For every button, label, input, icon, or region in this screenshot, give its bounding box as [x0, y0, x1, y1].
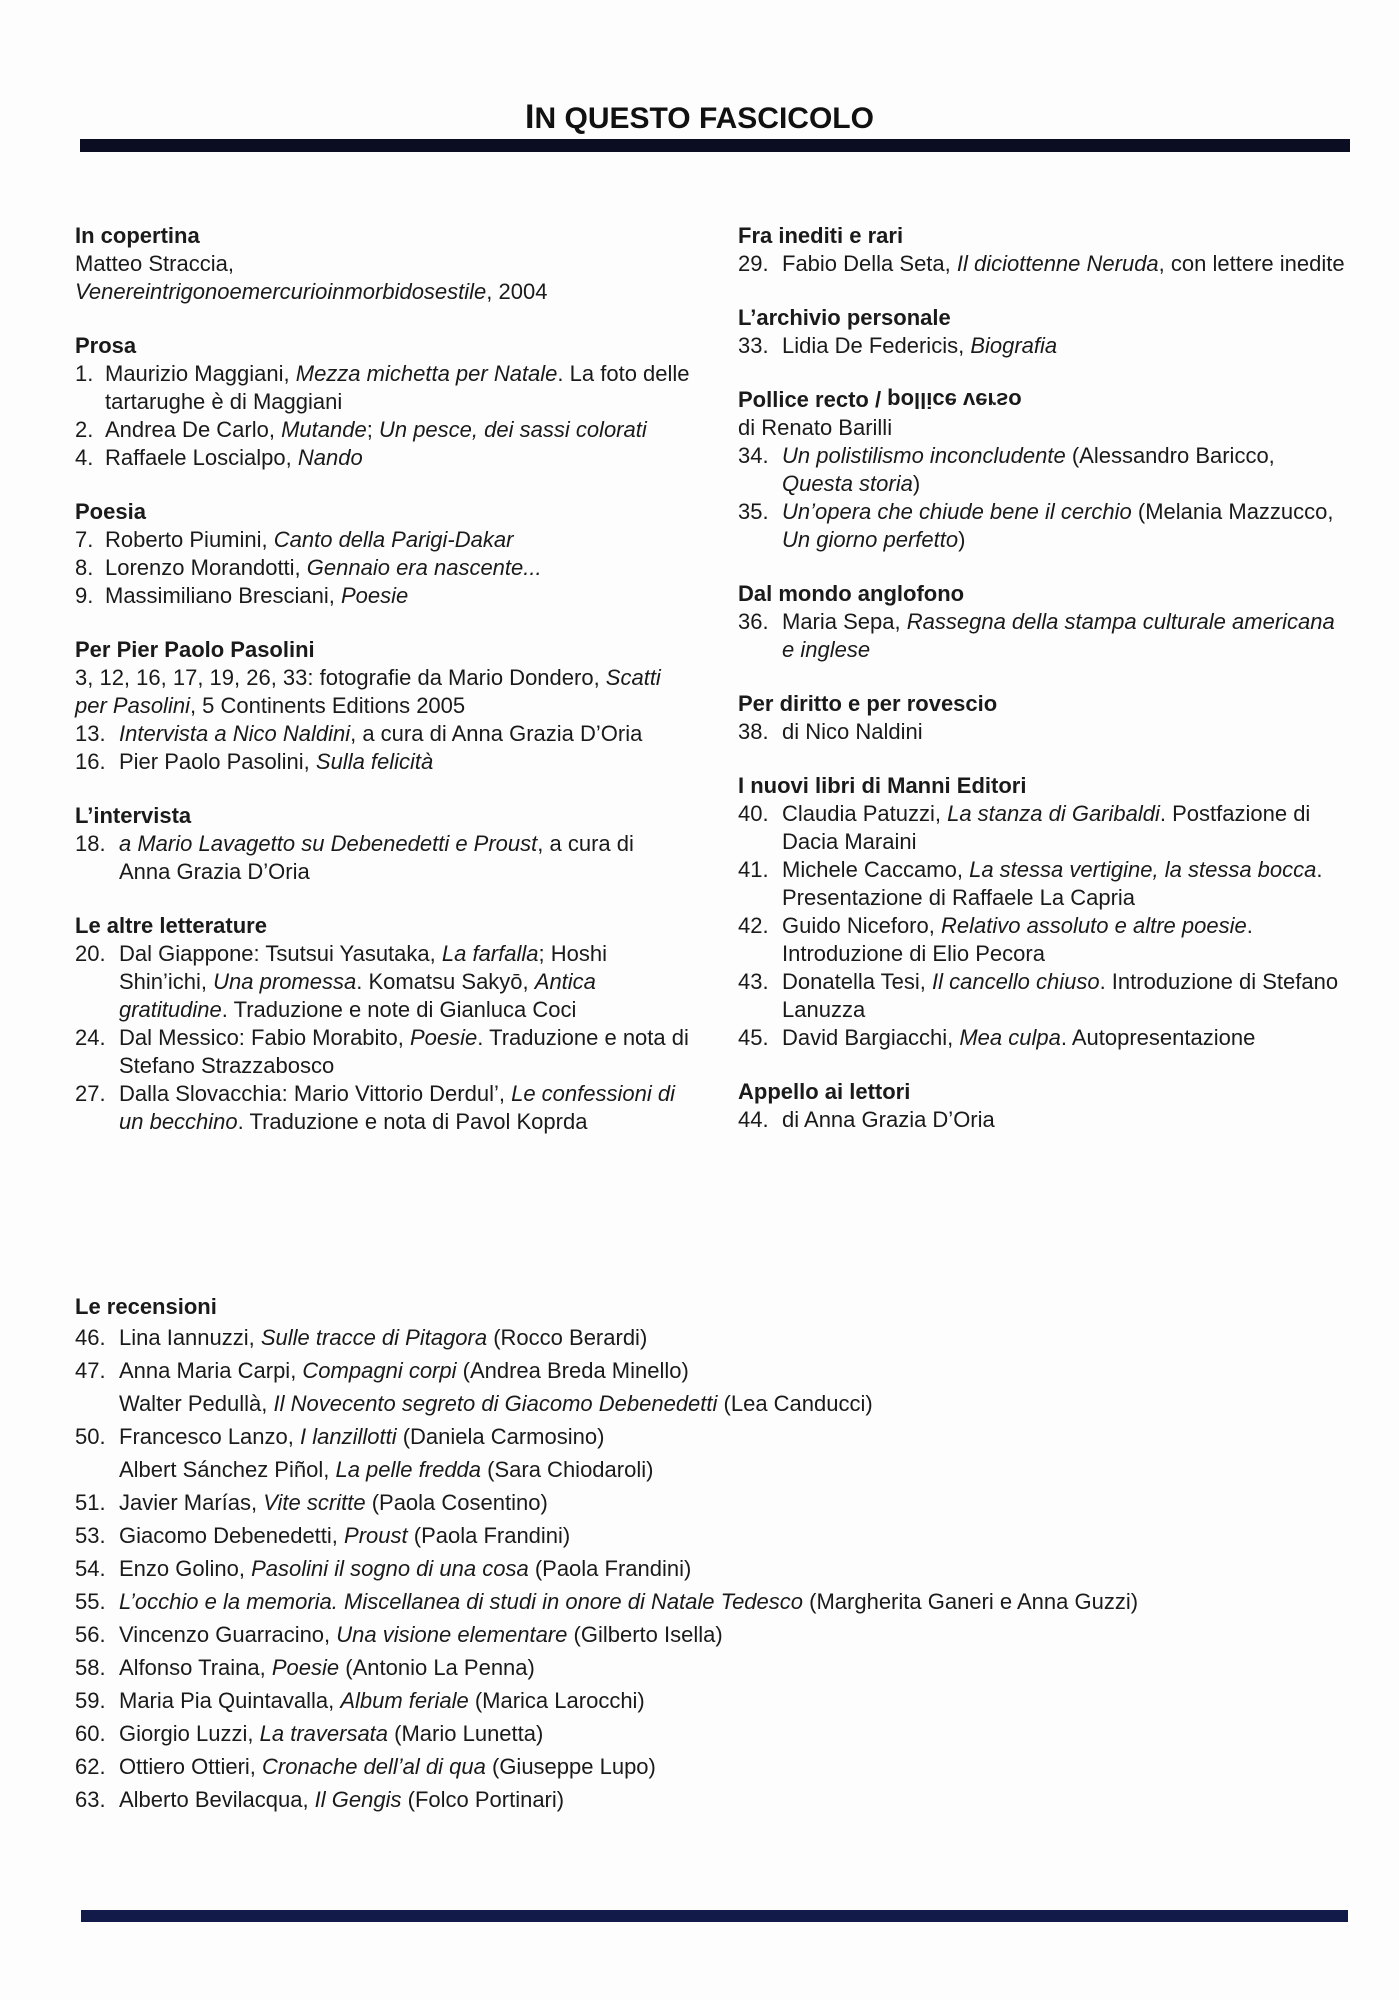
page-number: 63.: [75, 1787, 106, 1812]
page-number: 4.: [75, 445, 94, 470]
toc-section: [738, 222, 1350, 278]
page-title-rest: N QUESTO FASCICOLO: [534, 102, 874, 135]
entry-text: Intervista a Nico Naldini, a cura di Anna Grazia D’Oria: [119, 721, 643, 746]
toc-entry: [75, 1717, 1365, 1750]
page-number: 24.: [75, 1025, 106, 1050]
section-title: Fra inediti e rari: [738, 223, 904, 248]
reviews-list: [75, 1321, 1365, 1816]
toc-entry: [75, 1453, 1365, 1486]
toc-section: [75, 636, 690, 776]
toc-entry: [75, 1354, 1365, 1387]
toc-section: [75, 912, 690, 1136]
section-title: Poesia: [75, 499, 146, 524]
entry-text: Anna Maria Carpi, Compagni corpi (Andrea Breda Minello): [119, 1358, 689, 1383]
toc-entry: [75, 554, 690, 582]
section-title: I nuovi libri di Manni Editori: [738, 773, 1027, 798]
entry-text: Alfonso Traina, Poesie (Antonio La Penna): [119, 1655, 535, 1680]
toc-entry: [75, 1651, 1365, 1684]
page-number: 53.: [75, 1523, 106, 1548]
page-number: 45.: [738, 1025, 769, 1050]
entry-text: Claudia Patuzzi, La stanza di Garibaldi. Postfazione di Dacia Maraini: [782, 801, 1311, 854]
page-number: 51.: [75, 1490, 106, 1515]
toc-entry: [75, 416, 690, 444]
toc-section: [75, 332, 690, 472]
page-number: 43.: [738, 969, 769, 994]
page-number: 46.: [75, 1325, 106, 1350]
page-number: 59.: [75, 1688, 106, 1713]
entry-text: Walter Pedullà, Il Novecento segreto di Giacomo Debenedetti (Lea Canducci): [119, 1391, 873, 1416]
entry-text: di Anna Grazia D’Oria: [782, 1107, 995, 1132]
toc-entry: [75, 748, 690, 776]
page-number: [75, 1387, 119, 1420]
page-number: 2.: [75, 417, 94, 442]
entry-text: Un’opera che chiude bene il cerchio (Melania Mazzucco, Un giorno perfetto): [782, 499, 1334, 552]
page-number: 54.: [75, 1556, 106, 1581]
page-number: 42.: [738, 913, 769, 938]
entry-text: Alberto Bevilacqua, Il Gengis (Folco Portinari): [119, 1787, 565, 1812]
entry-text: Ottiero Ottieri, Cronache dell’al di qua (Giuseppe Lupo): [119, 1754, 656, 1779]
page-number: 20.: [75, 941, 106, 966]
toc-entry: [738, 608, 1350, 664]
page-number: 58.: [75, 1655, 106, 1680]
page-number: 44.: [738, 1107, 769, 1132]
toc-entry: [738, 1106, 1350, 1134]
toc-entry: [75, 250, 690, 278]
toc-entry: [738, 442, 1350, 498]
toc-entry: [738, 912, 1350, 968]
toc-entry: [738, 250, 1350, 278]
page-number: 40.: [738, 801, 769, 826]
entry-text: L’occhio e la memoria. Miscellanea di studi in onore di Natale Tedesco (Margherita Ganeri e Anna Guzzi): [119, 1589, 1139, 1614]
page-number: 7.: [75, 527, 94, 552]
entry-text: Raffaele Loscialpo, Nando: [105, 445, 363, 470]
entry-text: Javier Marías, Vite scritte (Paola Cosentino): [119, 1490, 548, 1515]
page-number: 8.: [75, 555, 94, 580]
entry-text: di Renato Barilli: [738, 415, 893, 440]
entry-text: Albert Sánchez Piñol, La pelle fredda (Sara Chiodaroli): [119, 1457, 654, 1482]
section-title: In copertina: [75, 223, 200, 248]
right-column: [738, 222, 1350, 1160]
toc-entry: [738, 718, 1350, 746]
page-number: [75, 1453, 119, 1486]
entry-text: Venereintrigonoemercurioinmorbidosestile, 2004: [75, 279, 548, 304]
page-number: 29.: [738, 251, 769, 276]
entry-text: Massimiliano Bresciani, Poesie: [105, 583, 409, 608]
toc-entry: [75, 1618, 1365, 1651]
toc-entry: [738, 856, 1350, 912]
toc-entry: [75, 830, 690, 886]
section-title-flipped: pollice verso: [887, 388, 1022, 413]
entry-text: David Bargiacchi, Mea culpa. Autopresentazione: [782, 1025, 1256, 1050]
toc-section: [75, 222, 690, 306]
toc-entry: [738, 498, 1350, 554]
page-number: 47.: [75, 1358, 106, 1383]
section-title: L’intervista: [75, 803, 192, 828]
page-number: 9.: [75, 583, 94, 608]
entry-text: Enzo Golino, Pasolini il sogno di una cosa (Paola Frandini): [119, 1556, 692, 1581]
toc-entry: [75, 278, 690, 306]
toc-entry: [75, 582, 690, 610]
section-title: Per diritto e per rovescio: [738, 691, 998, 716]
toc-entry: [75, 1024, 690, 1080]
toc-entry: [75, 1420, 1365, 1453]
toc-section: [75, 802, 690, 886]
entry-text: Andrea De Carlo, Mutande; Un pesce, dei sassi colorati: [105, 417, 647, 442]
left-column: [75, 222, 690, 1162]
page-number: 62.: [75, 1754, 106, 1779]
page-number: 33.: [738, 333, 769, 358]
toc-entry: [75, 1519, 1365, 1552]
entry-text: Fabio Della Seta, Il diciottenne Neruda, con lettere inedite: [782, 251, 1345, 276]
entry-text: Lina Iannuzzi, Sulle tracce di Pitagora (Rocco Berardi): [119, 1325, 648, 1350]
toc-entry: [75, 1750, 1365, 1783]
toc-entry: [738, 332, 1350, 360]
entry-text: Roberto Piumini, Canto della Parigi-Dakar: [105, 527, 514, 552]
entry-text: Giacomo Debenedetti, Proust (Paola Frandini): [119, 1523, 571, 1548]
page-title-initial: I: [525, 98, 535, 136]
toc-entry: [75, 720, 690, 748]
entry-text: 3, 12, 16, 17, 19, 26, 33: fotografie da Mario Dondero, Scatti per Pasolini, 5 Continents Editions 2005: [75, 665, 661, 718]
entry-text: Matteo Straccia,: [75, 251, 234, 276]
toc-section: [738, 580, 1350, 664]
section-title: Dal mondo anglofono: [738, 581, 965, 606]
top-rule-divider: [80, 139, 1350, 152]
entry-text: Maurizio Maggiani, Mezza michetta per Natale. La foto delle tartarughe è di Maggiani: [105, 361, 690, 414]
entry-text: Dalla Slovacchia: Mario Vittorio Derdul’, Le confessioni di un becchino. Traduzione e nota di Pavol Koprda: [119, 1081, 675, 1134]
entry-text: Vincenzo Guarracino, Una visione elementare (Gilberto Isella): [119, 1622, 723, 1647]
entry-text: Michele Caccamo, La stessa vertigine, la stessa bocca. Presentazione di Raffaele La Capria: [782, 857, 1323, 910]
toc-entry: [738, 968, 1350, 1024]
page-number: 1.: [75, 361, 94, 386]
entry-text: Dal Messico: Fabio Morabito, Poesie. Traduzione e nota di Stefano Strazzabosco: [119, 1025, 689, 1078]
entry-text: Lidia De Federicis, Biografia: [782, 333, 1058, 358]
entry-text: a Mario Lavagetto su Debenedetti e Proust, a cura di Anna Grazia D’Oria: [119, 831, 634, 884]
toc-section: [738, 690, 1350, 746]
page-number: 34.: [738, 443, 769, 468]
page-number: 13.: [75, 721, 106, 746]
page-number: 35.: [738, 499, 769, 524]
section-title: Le altre letterature: [75, 913, 267, 938]
page-number: 18.: [75, 831, 106, 856]
entry-text: Lorenzo Morandotti, Gennaio era nascente...: [105, 555, 542, 580]
entry-text: Francesco Lanzo, I lanzillotti (Daniela Carmosino): [119, 1424, 605, 1449]
entry-text: Giorgio Luzzi, La traversata (Mario Lunetta): [119, 1721, 544, 1746]
entry-text: Pier Paolo Pasolini, Sulla felicità: [119, 749, 434, 774]
toc-section: [738, 772, 1350, 1052]
toc-entry: [75, 1486, 1365, 1519]
page-number: 60.: [75, 1721, 106, 1746]
toc-entry: [75, 1321, 1365, 1354]
toc-entry: [75, 1387, 1365, 1420]
toc-section: [738, 386, 1350, 554]
entry-text: Donatella Tesi, Il cancello chiuso. Introduzione di Stefano Lanuzza: [782, 969, 1339, 1022]
toc-entry: [75, 664, 690, 720]
entry-text: Un polistilismo inconcludente (Alessandro Baricco, Questa storia): [782, 443, 1275, 496]
toc-entry: [75, 360, 690, 416]
toc-entry: [738, 414, 1350, 442]
page-number: 50.: [75, 1424, 106, 1449]
page-number: 38.: [738, 719, 769, 744]
page-number: 16.: [75, 749, 106, 774]
entry-text: di Nico Naldini: [782, 719, 923, 744]
page-number: 55.: [75, 1589, 106, 1614]
reviews-section: [75, 1293, 1365, 1816]
toc-entry: [75, 444, 690, 472]
page-number: 27.: [75, 1081, 106, 1106]
section-title: Per Pier Paolo Pasolini: [75, 637, 315, 662]
toc-entry: [75, 1080, 690, 1136]
section-title: Appello ai lettori: [738, 1079, 911, 1104]
section-title: Prosa: [75, 333, 137, 358]
toc-entry: [75, 1684, 1365, 1717]
toc-entry: [738, 800, 1350, 856]
toc-section: [738, 1078, 1350, 1134]
toc-entry: [75, 940, 690, 1024]
toc-entry: [75, 526, 690, 554]
entry-text: Maria Sepa, Rassegna della stampa culturale americana e inglese: [782, 609, 1335, 662]
toc-entry: [738, 1024, 1350, 1052]
page-number: 36.: [738, 609, 769, 634]
toc-section: [75, 498, 690, 610]
section-title: L’archivio personale: [738, 305, 951, 330]
section-title: Pollice recto / pollice verso: [738, 387, 1022, 413]
entry-text: Maria Pia Quintavalla, Album feriale (Marica Larocchi): [119, 1688, 645, 1713]
toc-section: [738, 304, 1350, 360]
page-title: [0, 98, 1399, 137]
bottom-rule-divider: [81, 1910, 1348, 1922]
entry-text: Dal Giappone: Tsutsui Yasutaka, La farfalla; Hoshi Shin’ichi, Una promessa. Komatsu Sakyō, Antica gratitudine. Traduzione e note di Gianluca Coci: [119, 941, 607, 1022]
page-number: 41.: [738, 857, 769, 882]
entry-text: Guido Niceforo, Relativo assoluto e altre poesie. Introduzione di Elio Pecora: [782, 913, 1253, 966]
toc-entry: [75, 1552, 1365, 1585]
section-title-reviews: Le recensioni: [75, 1294, 217, 1319]
toc-entry: [75, 1783, 1365, 1816]
toc-entry: [75, 1585, 1365, 1618]
page-number: 56.: [75, 1622, 106, 1647]
